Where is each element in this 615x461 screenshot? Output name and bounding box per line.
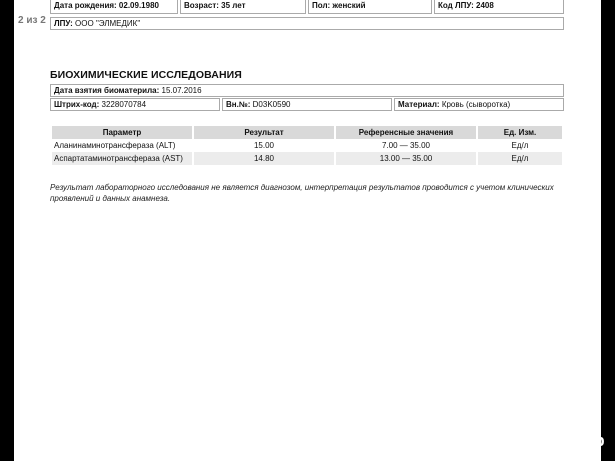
- page-indicator: 2 из 2: [18, 15, 46, 26]
- age-value: 35 лет: [221, 1, 246, 10]
- header-result: Результат: [194, 126, 334, 139]
- unit-cell: Ед/л: [511, 141, 529, 150]
- table-row: [52, 139, 562, 152]
- birth-date-label: Дата рождения:: [54, 1, 117, 10]
- sex-field: [308, 0, 432, 14]
- sex-value: женский: [332, 1, 366, 10]
- barcode-label: Штрих-код:: [54, 100, 100, 109]
- birth-date-value: 02.09.1980: [118, 1, 159, 10]
- result-cell: 14.80: [194, 152, 334, 165]
- result-cell: 15.00: [253, 141, 275, 150]
- sample-date-field: [50, 84, 564, 97]
- disclaimer-note: Результат лабораторного исследования не является диагнозом, интерпретация результатов проводится с учетом клинических проявлений и данных анамнеза.: [50, 183, 554, 203]
- table-row: [52, 152, 562, 165]
- sex-label: Пол:: [312, 1, 331, 10]
- header-unit: Ед. Изм.: [478, 126, 562, 139]
- lpu-code-value: 2408: [476, 1, 494, 10]
- sample-date-label: Дата взятия биоматерила:: [54, 86, 160, 95]
- header-parameter: Параметр: [52, 126, 192, 139]
- document-page: [14, 0, 601, 461]
- unit-cell: Ед/л: [478, 152, 562, 165]
- barcode-value: 3228070784: [101, 100, 147, 109]
- header-reference: Референсные значения: [336, 126, 476, 139]
- lpu-code-field: [434, 0, 564, 14]
- lpu-label: ЛПУ:: [54, 19, 73, 28]
- internal-number-value: D03K0590: [252, 100, 291, 109]
- barcode-field: [50, 98, 220, 111]
- results-table: [50, 126, 564, 165]
- material-field: [394, 98, 564, 111]
- material-label: Материал:: [398, 100, 440, 109]
- age-field: [180, 0, 306, 14]
- lpu-code-label: Код ЛПУ:: [438, 1, 474, 10]
- sample-date-value: 15.07.2016: [161, 86, 202, 95]
- lpu-field: [50, 17, 564, 30]
- section-title: БИОХИМИЧЕСКИЕ ИССЛЕДОВАНИЯ: [50, 69, 242, 81]
- material-value: Кровь (сыворотка): [441, 100, 511, 109]
- reference-cell: 13.00 — 35.00: [336, 152, 476, 165]
- app-watermark: @MinimaApp: [493, 431, 605, 450]
- age-label: Возраст:: [184, 1, 219, 10]
- reference-cell: 7.00 — 35.00: [381, 141, 431, 150]
- parameter-cell: Аланинаминотрансфераза (ALT): [54, 141, 176, 150]
- lpu-value: ООО "ЭЛМЕДИК": [75, 19, 141, 28]
- internal-number-label: Вн.№:: [226, 100, 251, 109]
- results-header-row: [52, 126, 562, 139]
- internal-number-field: [222, 98, 392, 111]
- birth-date-field: [50, 0, 178, 14]
- parameter-cell: Аспартатаминотрансфераза (AST): [52, 152, 192, 165]
